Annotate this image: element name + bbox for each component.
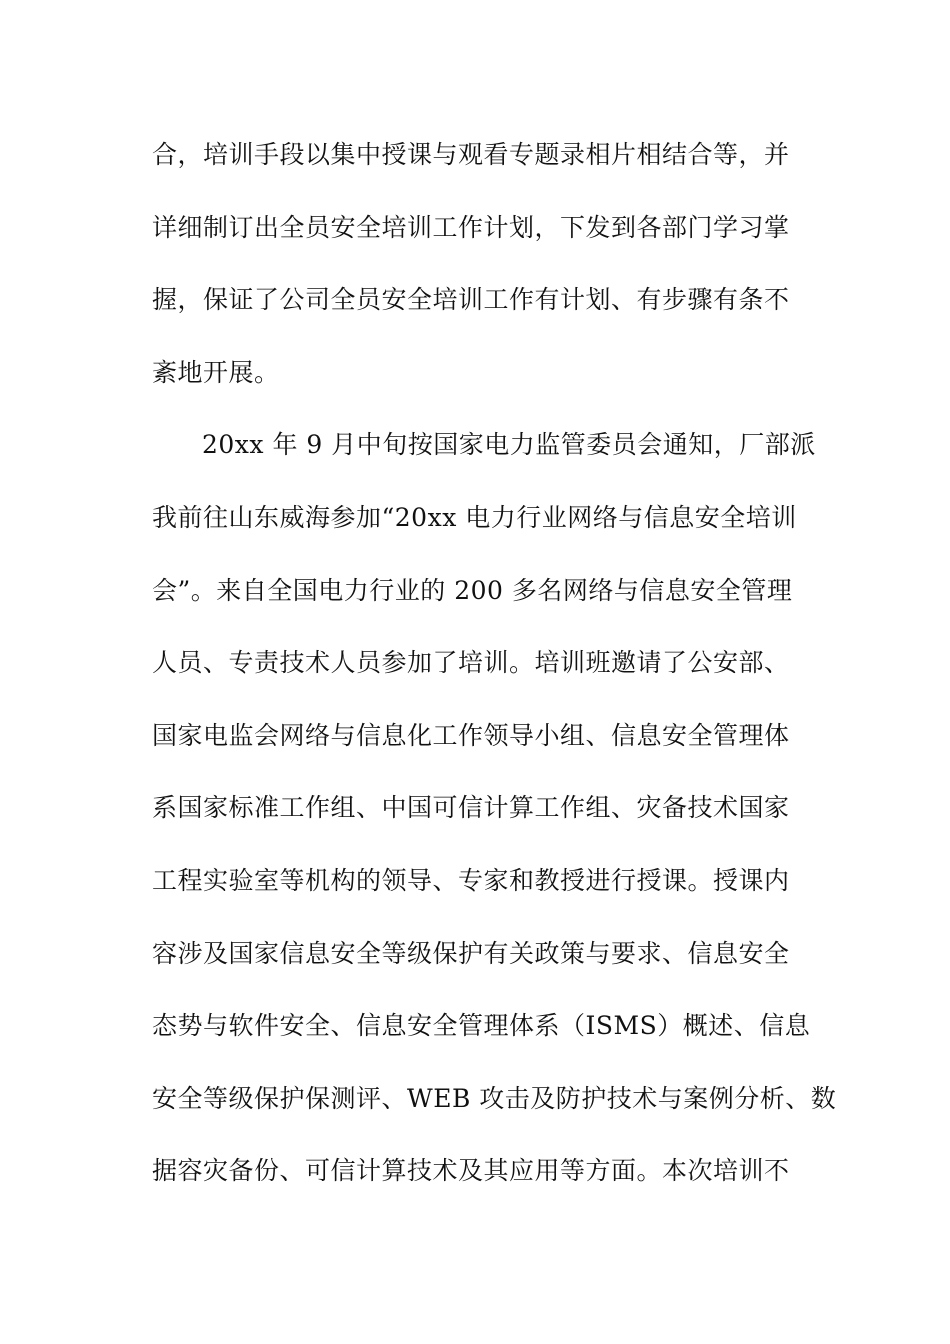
body-text <box>152 126 837 1215</box>
text-line: 紊地开展。 <box>152 357 280 387</box>
text-line: 合，培训手段以集中授课与观看专题录相片相结合等，并 <box>152 140 790 169</box>
text-line: 国家电监会网络与信息化工作领导小组、信息安全管理体 <box>152 720 790 750</box>
text-line: 系国家标准工作组、中国可信计算工作组、灾备技术国家 <box>152 793 790 823</box>
text-line: 安全等级保护保测评、WEB 攻击及防护技术与案例分析、数 <box>152 1083 837 1113</box>
text-line: 工程实验室等机构的领导、专家和教授进行授课。授课内 <box>152 865 790 895</box>
text-line: 态势与软件安全、信息安全管理体系（ISMS）概述、信息 <box>152 1011 811 1041</box>
text-line: 容涉及国家信息安全等级保护有关政策与要求、信息安全 <box>152 938 790 968</box>
text-line: 人员、专责技术人员参加了培训。培训班邀请了公安部、 <box>152 648 790 678</box>
text-line: 详细制订出全员安全培训工作计划，下发到各部门学习掌 <box>152 212 790 242</box>
text-line: 握，保证了公司全员安全培训工作有计划、有步骤有条不 <box>152 285 790 315</box>
text-line: 据容灾备份、可信计算技术及其应用等方面。本次培训不 <box>152 1156 790 1186</box>
paragraph-start-line: 20xx 年 9 月中旬按国家电力监管委员会通知，厂部派 <box>202 430 816 460</box>
text-line: 我前往山东威海参加“20xx 电力行业网络与信息安全培训 <box>152 502 797 532</box>
text-line: 会”。来自全国电力行业的 200 多名网络与信息安全管理 <box>152 575 793 605</box>
